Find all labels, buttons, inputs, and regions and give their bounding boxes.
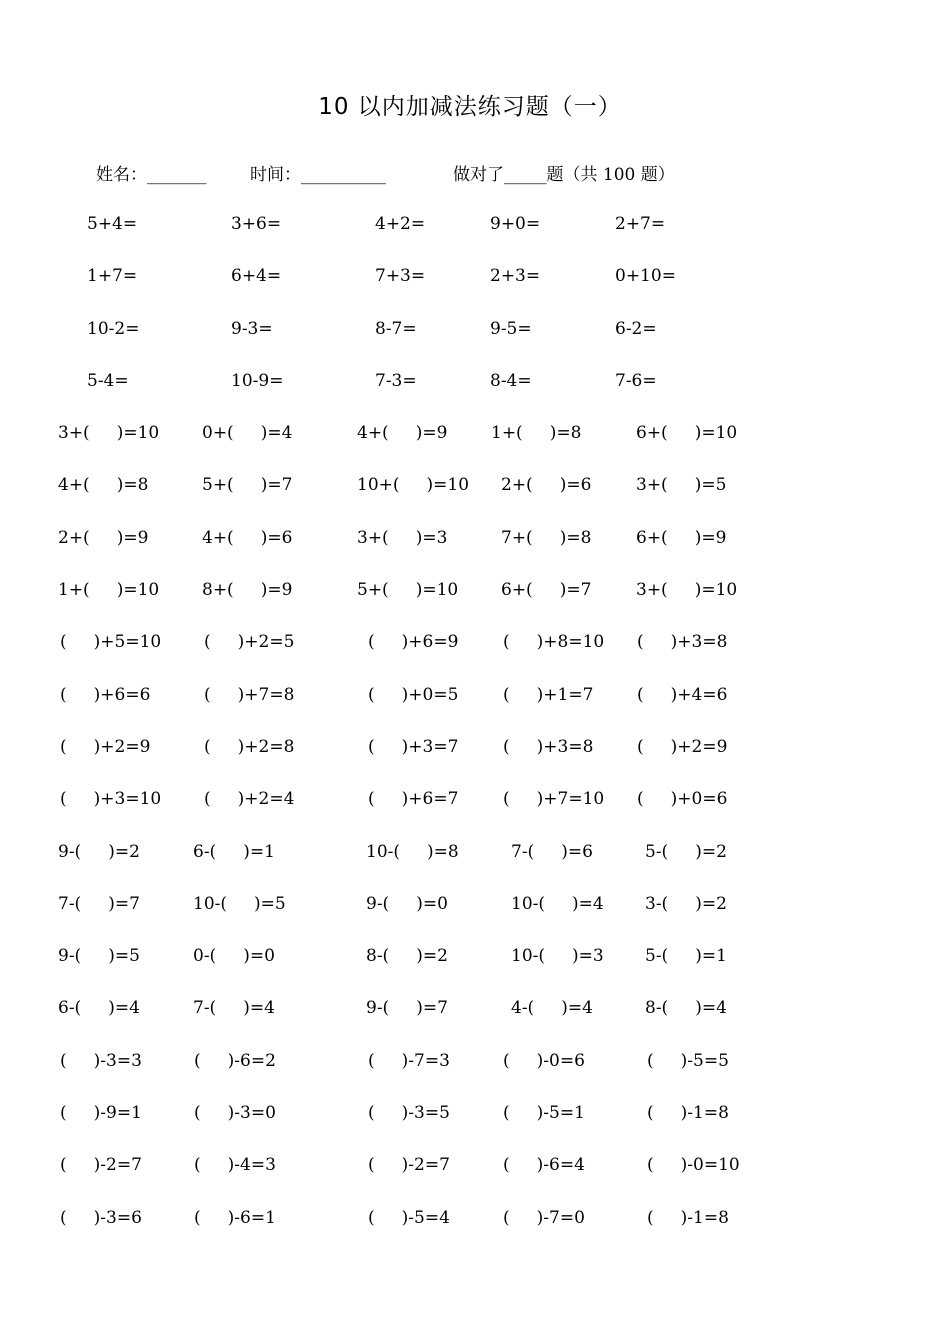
math-problem: ( )-9=1 (60, 1103, 142, 1124)
math-problem: 7-( )=7 (58, 893, 140, 914)
math-problem: ( )+6=9 (368, 632, 459, 653)
problem-row (0, 526, 950, 578)
math-problem: ( )+3=10 (60, 789, 162, 810)
page-title: 10 以内加减法练习题（一） (318, 94, 622, 120)
math-problem: 9-( )=5 (58, 946, 140, 967)
problem-row (0, 630, 950, 682)
math-problem: ( )-6=4 (503, 1155, 585, 1176)
math-problem: 5-4= (87, 370, 129, 391)
math-problem: ( )+6=7 (368, 789, 459, 810)
math-problem: 2+( )=6 (501, 475, 592, 496)
math-problem: ( )-1=8 (647, 1207, 729, 1228)
score-field-label: 做对了_____题（共 100 题） (453, 165, 675, 185)
math-problem: 2+3= (490, 266, 541, 287)
math-problem: 8-( )=2 (366, 946, 448, 967)
math-problem: 4+( )=9 (357, 423, 448, 444)
problem-row (0, 264, 950, 316)
math-problem: ( )+0=6 (637, 789, 728, 810)
problem-row (0, 212, 950, 264)
math-problem: ( )-3=0 (194, 1103, 276, 1124)
math-problem: 3+6= (231, 214, 282, 234)
math-problem: 7-6= (615, 370, 657, 391)
math-problem: 9-3= (231, 318, 273, 339)
math-problem: ( )-3=3 (60, 1050, 142, 1071)
math-problem: 3+( )=5 (636, 475, 727, 496)
math-problem: ( )+2=9 (60, 736, 151, 757)
problem-row (0, 944, 950, 996)
math-problem: 7-3= (375, 370, 417, 391)
math-problem: 8-( )=4 (645, 998, 727, 1019)
math-problem: ( )+7=8 (204, 684, 295, 705)
math-problem: 5+4= (87, 214, 138, 234)
math-problem: 4+( )=6 (202, 527, 293, 548)
math-problem: 9-5= (490, 318, 532, 339)
math-problem: 10-( )=4 (511, 893, 604, 914)
math-problem: ( )+0=5 (368, 684, 459, 705)
math-problem: 8-4= (490, 370, 532, 391)
math-problem: 6-( )=4 (58, 998, 140, 1019)
math-problem: ( )+2=8 (204, 736, 295, 757)
problem-row (0, 317, 950, 369)
math-problem: 6-2= (615, 318, 657, 339)
math-problem: ( )-7=3 (368, 1050, 450, 1071)
problem-row (0, 1153, 950, 1205)
math-problem: ( )+4=6 (637, 684, 728, 705)
problem-row (0, 369, 950, 421)
math-problem: ( )-6=1 (194, 1207, 276, 1228)
math-problem: 9-( )=0 (366, 893, 448, 914)
problem-row (0, 473, 950, 525)
problem-grid (0, 212, 950, 1258)
math-problem: ( )+2=9 (637, 736, 728, 757)
math-problem: 10-9= (231, 370, 284, 391)
math-problem: 5+( )=7 (202, 475, 293, 496)
math-problem: ( )+6=6 (60, 684, 151, 705)
math-problem: 7+3= (375, 266, 426, 287)
math-problem: ( )-7=0 (503, 1207, 585, 1228)
math-problem: ( )-3=6 (60, 1207, 142, 1228)
math-problem: 5+( )=10 (357, 580, 459, 601)
math-problem: 9+0= (490, 214, 541, 234)
math-problem: 6-( )=1 (193, 841, 275, 862)
problem-row (0, 578, 950, 630)
math-problem: ( )-1=8 (647, 1103, 729, 1124)
math-problem: 1+( )=8 (491, 423, 582, 444)
math-problem: ( )+1=7 (503, 684, 594, 705)
problem-row (0, 996, 950, 1048)
math-problem: ( )-0=10 (647, 1155, 740, 1176)
math-problem: 7-( )=6 (511, 841, 593, 862)
problem-row (0, 840, 950, 892)
math-problem: 3-( )=2 (645, 893, 727, 914)
problem-row (0, 787, 950, 839)
math-problem: 10-( )=8 (366, 841, 459, 862)
math-problem: 2+( )=9 (58, 527, 149, 548)
math-problem: ( )+8=10 (503, 632, 605, 653)
math-problem: 0-( )=0 (193, 946, 275, 967)
math-problem: 4-( )=4 (511, 998, 593, 1019)
math-problem: 2+7= (615, 214, 666, 234)
math-problem: 0+( )=4 (202, 423, 293, 444)
math-problem: 4+( )=8 (58, 475, 149, 496)
math-problem: 4+2= (375, 214, 426, 234)
math-problem: 3+( )=10 (58, 423, 160, 444)
math-problem: 10-( )=3 (511, 946, 604, 967)
math-problem: ( )+7=10 (503, 789, 605, 810)
problem-row (0, 421, 950, 473)
math-problem: 6+( )=9 (636, 527, 727, 548)
math-problem: 7-( )=4 (193, 998, 275, 1019)
math-problem: ( )-3=5 (368, 1103, 450, 1124)
math-problem: 9-( )=2 (58, 841, 140, 862)
math-problem: ( )-5=5 (647, 1050, 729, 1071)
math-problem: 1+7= (87, 266, 138, 287)
problem-row (0, 1206, 950, 1258)
math-problem: 9-( )=7 (366, 998, 448, 1019)
math-problem: ( )+2=4 (204, 789, 295, 810)
math-problem: 6+4= (231, 266, 282, 287)
math-problem: 10+( )=10 (357, 475, 470, 496)
math-problem: ( )+3=8 (637, 632, 728, 653)
math-problem: ( )+2=5 (204, 632, 295, 653)
math-problem: 8-7= (375, 318, 417, 339)
math-problem: ( )-2=7 (368, 1155, 450, 1176)
math-problem: ( )+3=8 (503, 736, 594, 757)
math-problem: ( )-5=4 (368, 1207, 450, 1228)
math-problem: ( )-6=2 (194, 1050, 276, 1071)
math-problem: 3+( )=3 (357, 527, 448, 548)
math-problem: 7+( )=8 (501, 527, 592, 548)
math-problem: 5-( )=2 (645, 841, 727, 862)
math-problem: ( )-2=7 (60, 1155, 142, 1176)
math-problem: 1+( )=10 (58, 580, 160, 601)
name-field-label: 姓名：_______ (96, 165, 207, 185)
problem-row (0, 683, 950, 735)
math-problem: 10-( )=5 (193, 893, 286, 914)
math-problem: ( )-4=3 (194, 1155, 276, 1176)
problem-row (0, 735, 950, 787)
math-problem: 0+10= (615, 266, 676, 287)
math-problem: 10-2= (87, 318, 140, 339)
math-problem: 8+( )=9 (202, 580, 293, 601)
math-problem: ( )+5=10 (60, 632, 162, 653)
problem-row (0, 1049, 950, 1101)
math-problem: ( )+3=7 (368, 736, 459, 757)
math-problem: ( )-0=6 (503, 1050, 585, 1071)
math-problem: 6+( )=7 (501, 580, 592, 601)
math-problem: 5-( )=1 (645, 946, 727, 967)
math-problem: ( )-5=1 (503, 1103, 585, 1124)
time-field-label: 时间：__________ (250, 165, 386, 185)
problem-row (0, 1101, 950, 1153)
math-problem: 3+( )=10 (636, 580, 738, 601)
math-problem: 6+( )=10 (636, 423, 738, 444)
problem-row (0, 892, 950, 944)
